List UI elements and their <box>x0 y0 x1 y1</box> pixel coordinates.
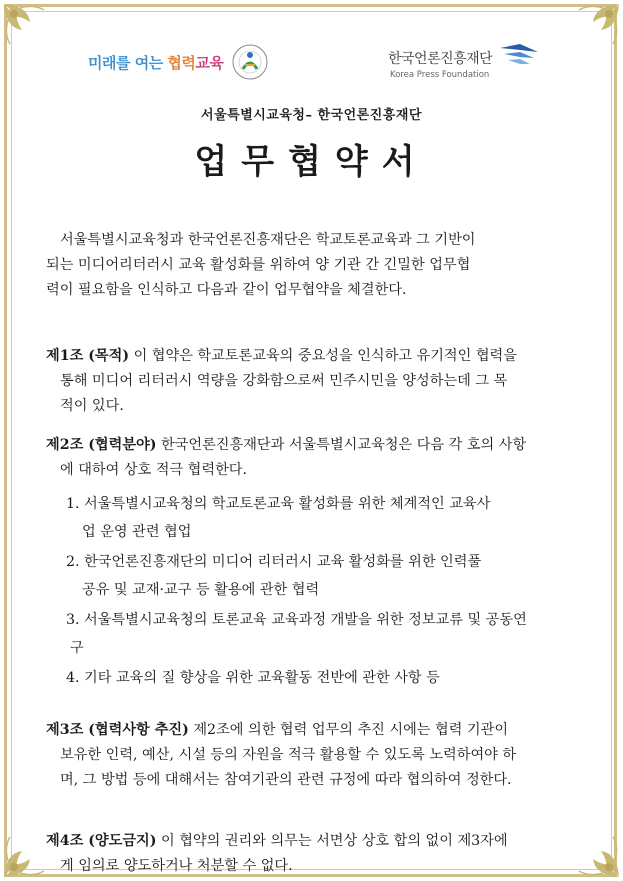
corner-ornament-icon <box>0 0 56 56</box>
corner-ornament-icon <box>567 0 623 56</box>
slogan-part1: 미래를 여는 <box>88 53 168 72</box>
article-line: 이 협약의 권리와 의무는 서면상 상호 합의 없이 제3자에 <box>156 833 508 849</box>
corner-ornament-icon <box>567 825 623 881</box>
seoul-education-seal-icon <box>231 43 269 81</box>
article-heading: 제3조 (협력사항 추진) <box>46 722 189 738</box>
article-line: 통해 미디어 리터러시 역량을 강화함으로써 민주시민을 양성하는데 그 목 <box>60 373 508 389</box>
document-subtitle: 서울특별시교육청– 한국언론진흥재단 <box>201 108 422 123</box>
list-item-line: 2. 한국언론진흥재단의 미디어 리터러시 교육 활성화를 위한 인력풀 <box>66 554 482 570</box>
article-heading: 제2조 (협력분야) <box>46 437 157 453</box>
article-heading: 제4조 (양도금지) <box>46 833 157 849</box>
article-3 <box>46 718 516 793</box>
intro-paragraph <box>46 228 476 303</box>
intro-line: 력이 필요함을 인식하고 다음과 같이 업무협약을 체결한다. <box>46 282 407 298</box>
intro-line: 서울특별시교육청과 한국언론진흥재단은 학교토론교육과 그 기반이 <box>60 232 476 248</box>
slogan-part3: 교육 <box>195 53 224 72</box>
org-name: 한국언론진흥재단 <box>388 51 493 67</box>
article-line: 적이 있다. <box>60 398 124 414</box>
article-line: 보유한 인력, 예산, 시설 등의 자원을 적극 활용할 수 있도록 노력하여야 하 <box>60 747 517 763</box>
list-item-line: 3. 서울특별시교육청의 토론교육 교육과정 개발을 위한 정보교류 및 공동연 <box>66 612 527 628</box>
article-line: 이 협약은 학교토론교육의 중요성을 인식하고 유기적인 협력을 <box>129 348 517 364</box>
list-item-line: 4. 기타 교육의 질 향상을 위한 교육활동 전반에 관한 사항 등 <box>66 670 440 686</box>
list-item-line: 업 운영 관련 협업 <box>82 524 192 540</box>
org-name-en: Korea Press Foundation <box>390 70 490 80</box>
list-item-line: 1. 서울특별시교육청의 학교토론교육 활성화를 위한 체계적인 교육사 <box>66 496 491 512</box>
press-foundation-mark-icon <box>498 42 540 68</box>
list-item <box>66 664 440 692</box>
list-item-line: 구 <box>70 640 84 656</box>
seoul-education-logo <box>88 42 269 82</box>
article-line: 게 임의로 양도하거나 처분할 수 없다. <box>60 858 293 874</box>
article-line: 에 대하여 상호 적극 협력한다. <box>60 462 248 478</box>
article-line: 며, 그 방법 등에 대해서는 참여기관의 관련 규정에 따라 협의하여 정한다. <box>60 772 512 788</box>
document-title: 업무협약서 <box>194 142 429 182</box>
article-2 <box>46 433 526 483</box>
list-item-line: 공유 및 교재·교구 등 활용에 관한 협력 <box>82 582 320 598</box>
list-item <box>66 548 481 604</box>
article-line: 한국언론진흥재단과 서울특별시교육청은 다음 각 호의 사항 <box>156 437 527 453</box>
article-line: 제2조에 의한 협력 업무의 추진 시에는 협력 기관이 <box>188 722 509 738</box>
list-item <box>66 490 490 546</box>
korea-press-foundation-logo <box>388 40 538 84</box>
article-4 <box>46 829 508 879</box>
slogan <box>88 52 223 73</box>
article-heading: 제1조 (목적) <box>46 348 130 364</box>
article-1 <box>46 344 517 419</box>
list-item <box>66 606 527 662</box>
intro-line: 되는 미디어리터러시 교육 활성화를 위하여 양 기관 간 긴밀한 업무협 <box>46 257 471 273</box>
slogan-part2: 협력 <box>167 53 196 72</box>
